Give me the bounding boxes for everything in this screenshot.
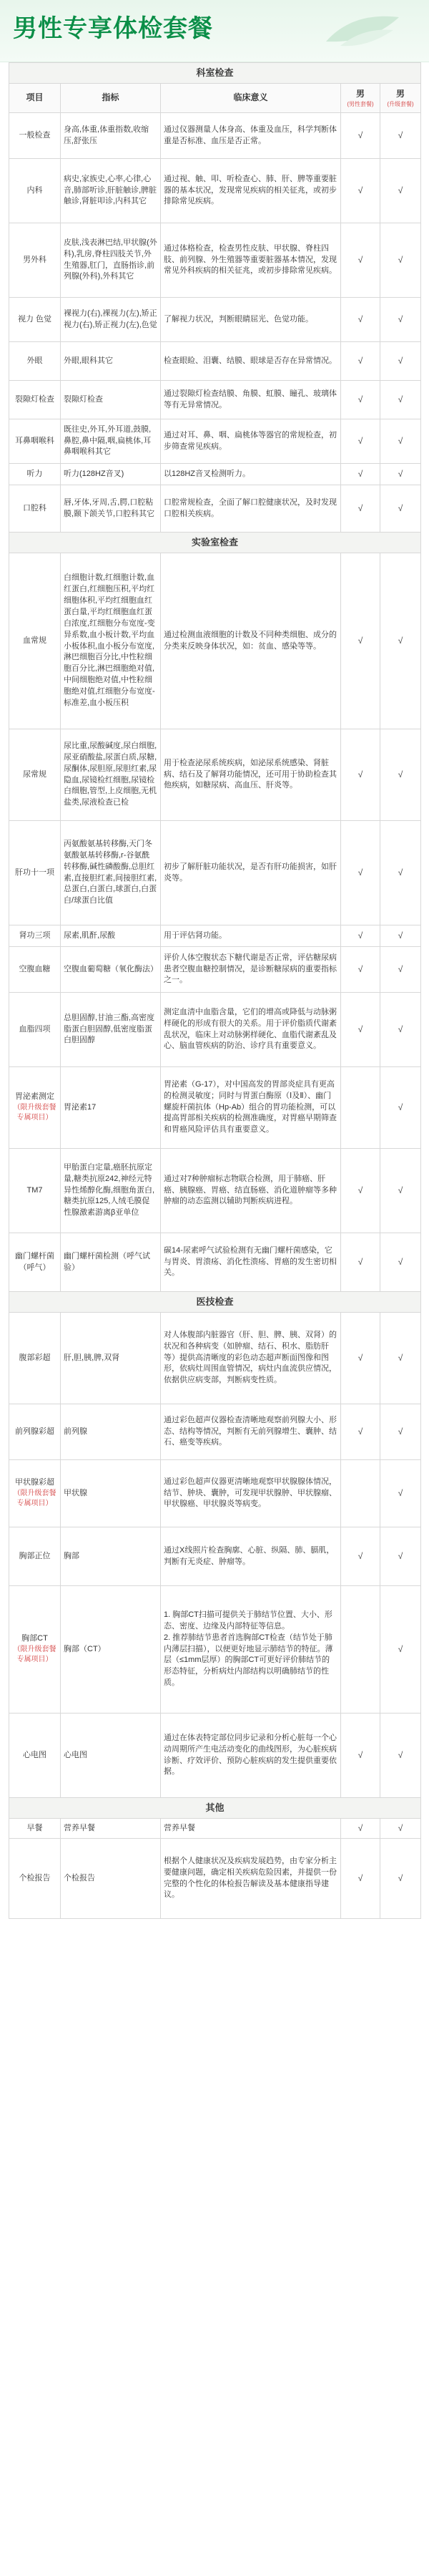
meaning-cell: 对人体腹部内脏器官（肝、胆、脾、胰、双肾）的状况和各种病变（如肿瘤、结石、积水、脂肪肝等）提供高清晰度的彩色动态超声断面图像和图形，依病灶周围血管情况，病灶内血流供应情况，依据供应病变部，判断病变性质。: [161, 1313, 341, 1404]
table-row: [9, 1067, 421, 1149]
item-cell: [9, 729, 61, 821]
meaning-cell: 评价人体空腹状态下糖代谢是否正常，评估糖尿病患者空腹血糖控制情况，是诊断糖尿病的重要指标之一。: [161, 947, 341, 993]
item-cell: [9, 1527, 61, 1586]
table-row: [9, 821, 421, 925]
package-b-check: √: [380, 1819, 421, 1839]
package-b-check: √: [380, 1313, 421, 1404]
table-row: [9, 113, 421, 159]
meaning-cell: 通过仪器测量人体身高、体重及血压，科学判断体重是否标准、血压是否正常。: [161, 113, 341, 159]
package-b-check: √: [380, 1404, 421, 1460]
package-b-check: √: [380, 1714, 421, 1798]
page-header: [0, 0, 429, 62]
meaning-cell: 通过视、触、叩、听检查心、肺、肝、脾等重要脏器的基本状况，发现常见疾病的相关征兆，或初步排除常见疾病。: [161, 159, 341, 223]
package-b-check: √: [380, 925, 421, 947]
meaning-cell: 根据个人健康状况及疾病发展趋势，由专家分析主要健康问题，确定相关疾病危险因素，并提供一份完整的个性化的体检报告解读及基本健康指导建议。: [161, 1839, 341, 1919]
item-name: 一般检查: [19, 130, 51, 140]
package-a-check: √: [341, 342, 380, 381]
indicator-cell: 白细胞计数,红细胞计数,血红蛋白,红细胞压积,平均红细胞体积,平均红细胞血红蛋白量,平均红细胞血红蛋白浓度,红细胞分布宽度-变异系数,血小板计数,平均血小板体积,血小板分布宽度,淋巴细胞百分比,中性粒细胞百分比,淋巴细胞绝对值,中间细胞绝对值,中性粒细胞绝对值,红细胞分布宽度-标准差,血小板压积: [61, 553, 161, 729]
section-title-row: [9, 63, 421, 84]
indicator-cell: 胃泌素17: [61, 1067, 161, 1149]
meaning-cell: 通过检测血液细胞的计数及不同种类细胞、成分的分类来反映身体状况，如：贫血、感染等等。: [161, 553, 341, 729]
package-b-check: √: [380, 1233, 421, 1292]
meaning-cell: 通过彩色超声仪器检查清晰地观察前列腺大小、形态、结构等情况，判断有无前列腺增生、囊肿、结石、癌变等疾病。: [161, 1404, 341, 1460]
item-name: 内科: [26, 185, 43, 195]
package-a-check: √: [341, 1714, 380, 1798]
table-row: [9, 419, 421, 464]
indicator-cell: 身高,体重,体重指数,收缩压,舒张压: [61, 113, 161, 159]
package-a-check: [341, 1067, 380, 1149]
package-b-check: √: [380, 1839, 421, 1919]
meaning-cell: 通过体格检查，检查男性皮肤、甲状腺、脊柱四肢、前列腺、外生殖器等重要脏器基本情况，发现常见外科疾病的相关征兆，或初步排除常见疾病。: [161, 223, 341, 298]
meaning-cell: 碳14-尿素呼气试验检测有无幽门螺杆菌感染，它与胃炎、胃溃疡、消化性溃疡、胃癌的发生密切相关。: [161, 1233, 341, 1292]
item-cell: [9, 342, 61, 381]
package-a-check: √: [341, 1839, 380, 1919]
package-b-check: √: [380, 113, 421, 159]
package-a-check: √: [341, 993, 380, 1067]
item-cell: [9, 1839, 61, 1919]
item-cell: [9, 159, 61, 223]
package-b-check: √: [380, 485, 421, 533]
column-header-meaning: 临床意义: [161, 84, 341, 113]
package-a-check: √: [341, 947, 380, 993]
item-name: 视力 色觉: [17, 314, 52, 324]
item-cell: [9, 485, 61, 533]
table-row: [9, 342, 421, 381]
item-name: 裂隙灯检查: [15, 394, 54, 404]
package-b-check: √: [380, 419, 421, 464]
item-name: 胃泌素测定: [15, 1092, 54, 1102]
page-title: 男性专享体检套餐: [13, 15, 213, 42]
item-cell: [9, 1233, 61, 1292]
item-name: 胸部CT: [21, 1634, 48, 1643]
item-cell: [9, 298, 61, 342]
package-b-check: √: [380, 1586, 421, 1714]
section-title-row: [9, 1798, 421, 1819]
item-cell: [9, 223, 61, 298]
package-a-check: √: [341, 1404, 380, 1460]
item-note: （限升级套餐专属项目）: [13, 1103, 56, 1122]
table-row: [9, 729, 421, 821]
item-name: 甲状腺彩超: [15, 1478, 54, 1487]
meaning-cell: 测定血清中血脂含量，它们的增高或降低与动脉粥样硬化的形成有很大的关系。用于评价脂质代谢紊乱状况，临床上对动脉粥样硬化、血脂代谢紊乱及心、脑血管疾病的防治、诊疗具有重要意义。: [161, 993, 341, 1067]
indicator-cell: 听力(128HZ音叉): [61, 464, 161, 485]
column-header-package-b: [380, 84, 421, 113]
item-cell: [9, 1819, 61, 1839]
table-row: [9, 159, 421, 223]
indicator-cell: 裂隙灯检查: [61, 381, 161, 419]
package-b-subtitle: (升级套餐): [387, 100, 414, 107]
item-name: 前列腺彩超: [15, 1426, 54, 1436]
package-a-check: √: [341, 419, 380, 464]
item-name: 口腔科: [23, 503, 46, 512]
package-b-check: √: [380, 821, 421, 925]
table-row: [9, 1149, 421, 1233]
package-b-check: √: [380, 464, 421, 485]
item-cell: [9, 821, 61, 925]
package-b-check: √: [380, 1149, 421, 1233]
table-row: [9, 1819, 421, 1839]
package-a-check: √: [341, 485, 380, 533]
leaf-decoration-icon: [319, 10, 405, 50]
package-a-name: 男: [355, 88, 365, 99]
table-row: [9, 1460, 421, 1527]
meaning-cell: 1. 胸部CT扫描可提供关于肺结节位置、大小、形态、密度、边缘及内部特征等信息。 2. 推荐肺结节患者首选胸部CT检查（结节处于肺内薄层扫描），以便更好地显示肺结节的特征。薄层（≤1mm层厚）的胸部CT可更好评价肺结节的形态特征，分析病灶内部结构以明确肺结节的性质。: [161, 1586, 341, 1714]
item-cell: [9, 419, 61, 464]
package-a-check: √: [341, 223, 380, 298]
item-cell: [9, 553, 61, 729]
package-a-check: √: [341, 159, 380, 223]
package-b-check: √: [380, 381, 421, 419]
meaning-cell: 通过对耳、鼻、咽、扁桃体等器官的常规检查，初步筛查常见疾病。: [161, 419, 341, 464]
item-name: 肾功三项: [19, 930, 51, 940]
indicator-cell: 皮肤,浅表淋巴结,甲状腺(外科),乳房,脊柱四肢关节,外生殖器,肛门，直肠指诊,前列腺(外科),外科其它: [61, 223, 161, 298]
indicator-cell: 裸视力(右),裸视力(左),矫正视力(右),矫正视力(左),色觉: [61, 298, 161, 342]
item-note: （呼气）: [19, 1263, 51, 1272]
table-row: [9, 925, 421, 947]
indicator-cell: 幽门螺杆菌检测（呼气试验）: [61, 1233, 161, 1292]
package-a-check: √: [341, 1313, 380, 1404]
package-a-check: √: [341, 1233, 380, 1292]
table-row: [9, 381, 421, 419]
item-cell: [9, 993, 61, 1067]
column-header-item: 项目: [9, 84, 61, 113]
package-b-check: √: [380, 159, 421, 223]
item-name: 耳鼻咽喉科: [15, 436, 54, 445]
table-row: [9, 1404, 421, 1460]
item-cell: [9, 1714, 61, 1798]
indicator-cell: 心电图: [61, 1714, 161, 1798]
item-cell: [9, 1460, 61, 1527]
package-b-name: 男: [395, 88, 405, 99]
package-a-check: √: [341, 1149, 380, 1233]
indicator-cell: 营养早餐: [61, 1819, 161, 1839]
item-name: 听力: [26, 469, 43, 478]
package-a-check: √: [341, 729, 380, 821]
indicator-cell: 尿比重,尿酸碱度,尿白细胞,尿亚硝酸盐,尿蛋白质,尿糖,尿酮体,尿胆原,尿胆红素,尿隐血,尿镜检红细胞,尿镜检白细胞,管型,上皮细胞,无机盐类,尿液检查已检: [61, 729, 161, 821]
indicator-cell: 甲胎蛋白定量,癌胚抗原定量,糖类抗原242,神经元特异性烯醇化酶,细胞角蛋白,糖类抗原125,人绒毛膜促性腺激素游离β亚单位: [61, 1149, 161, 1233]
item-name: TM7: [26, 1185, 43, 1195]
meaning-cell: 初步了解肝脏功能状况，是否有肝功能损害，如肝炎等。: [161, 821, 341, 925]
package-a-check: √: [341, 298, 380, 342]
table-row: [9, 223, 421, 298]
package-b-check: √: [380, 298, 421, 342]
item-name: 早餐: [26, 1823, 43, 1832]
table-row: [9, 1233, 421, 1292]
package-a-check: √: [341, 925, 380, 947]
item-name: 腹部彩超: [19, 1353, 51, 1362]
item-cell: [9, 1313, 61, 1404]
item-cell: [9, 381, 61, 419]
package-a-subtitle: (男性套餐): [347, 100, 374, 107]
table-row: [9, 298, 421, 342]
table-row: [9, 1714, 421, 1798]
table-row: [9, 1586, 421, 1714]
meaning-cell: 通过裂隙灯检查结膜、角膜、虹膜、瞳孔、玻璃体等有无异常情况。: [161, 381, 341, 419]
package-a-check: √: [341, 113, 380, 159]
indicator-cell: 空腹血葡萄糖（氧化酶法）: [61, 947, 161, 993]
package-a-check: √: [341, 1819, 380, 1839]
item-name: 血常规: [23, 636, 46, 645]
item-cell: [9, 1404, 61, 1460]
table-row: [9, 485, 421, 533]
item-note: （限升级套餐专属项目）: [13, 1645, 56, 1664]
package-b-check: √: [380, 342, 421, 381]
meaning-cell: 用于评估肾功能。: [161, 925, 341, 947]
meaning-cell: 营养早餐: [161, 1819, 341, 1839]
meaning-cell: 检查眼睑、泪囊、结膜、眼球是否存在异常情况。: [161, 342, 341, 381]
indicator-cell: 肝,胆,胰,脾,双肾: [61, 1313, 161, 1404]
item-name: 幽门螺杆菌: [15, 1251, 54, 1260]
table-row: [9, 947, 421, 993]
column-header-package-a: [341, 84, 380, 113]
column-header-row: [9, 84, 421, 113]
item-name: 男外科: [23, 255, 46, 264]
item-name: 胸部正位: [19, 1551, 51, 1560]
indicator-cell: 总胆固醇,甘油三酯,高密度脂蛋白胆固醇,低密度脂蛋白胆固醇: [61, 993, 161, 1067]
item-cell: [9, 113, 61, 159]
item-name: 个检报告: [19, 1873, 51, 1882]
item-name: 心电图: [23, 1750, 46, 1759]
indicator-cell: 个检报告: [61, 1839, 161, 1919]
package-b-check: √: [380, 1460, 421, 1527]
table-row: [9, 1527, 421, 1586]
indicator-cell: 既往史,外耳,外耳道,鼓膜,鼻腔,鼻中隔,咽,扁桃体,耳鼻咽喉科其它: [61, 419, 161, 464]
table-row: [9, 1839, 421, 1919]
meaning-cell: 用于检查泌尿系统疾病，如泌尿系统感染、肾脏病、结石及了解肾功能情况，还可用于协助检查其他疾病，如糖尿病、高血压、肝炎等。: [161, 729, 341, 821]
item-name: 外眼: [26, 356, 43, 365]
item-name: 血脂四项: [19, 1024, 51, 1034]
package-b-check: √: [380, 223, 421, 298]
item-cell: [9, 925, 61, 947]
item-name: 肝功十一项: [15, 867, 54, 877]
item-cell: [9, 947, 61, 993]
package-b-check: √: [380, 553, 421, 729]
indicator-cell: 胸部（CT）: [61, 1586, 161, 1714]
package-a-check: √: [341, 464, 380, 485]
meaning-cell: 了解视力状况，判断眼睛屈光、色觉功能。: [161, 298, 341, 342]
column-header-indicator: 指标: [61, 84, 161, 113]
meaning-cell: 口腔常规检查，全面了解口腔健康状况，及时发现口腔相关疾病。: [161, 485, 341, 533]
package-b-check: √: [380, 1527, 421, 1586]
table-row: [9, 993, 421, 1067]
indicator-cell: 唇,牙体,牙周,舌,腭,口腔粘膜,颞下颌关节,口腔科其它: [61, 485, 161, 533]
package-a-check: √: [341, 553, 380, 729]
section-title-row: [9, 533, 421, 553]
indicator-cell: 丙氨酸氨基转移酶,天门冬氨酸氨基转移酶,r-谷氨酰转移酶,碱性磷酸酶,总胆红素,直接胆红素,间接胆红素,总蛋白,白蛋白,球蛋白,白蛋白/球蛋白比值: [61, 821, 161, 925]
item-cell: [9, 464, 61, 485]
indicator-cell: 尿素,肌酐,尿酸: [61, 925, 161, 947]
section-title: 医技检查: [9, 1292, 421, 1313]
table-row: [9, 553, 421, 729]
package-b-check: √: [380, 947, 421, 993]
package-table: [9, 62, 421, 1919]
package-a-check: √: [341, 381, 380, 419]
item-note: （限升级套餐专属项目）: [13, 1489, 56, 1508]
section-title: 实验室检查: [9, 533, 421, 553]
package-a-check: [341, 1586, 380, 1714]
indicator-cell: 甲状腺: [61, 1460, 161, 1527]
indicator-cell: 病史,家族史,心率,心律,心音,肺部听诊,肝脏触诊,脾脏触诊,肾脏叩诊,内科其它: [61, 159, 161, 223]
package-a-check: [341, 1460, 380, 1527]
meaning-cell: 通过彩色超声仪器更清晰地观察甲状腺腺体情况，结节、肿块、囊肿，可发现甲状腺肿、甲状腺瘤、甲状腺癌、甲状腺炎等病变。: [161, 1460, 341, 1527]
item-cell: [9, 1149, 61, 1233]
item-name: 空腹血糖: [19, 964, 51, 973]
item-cell: [9, 1067, 61, 1149]
section-title-row: [9, 1292, 421, 1313]
meaning-cell: 以128HZ音叉检测听力。: [161, 464, 341, 485]
meaning-cell: 通过在体表特定部位同步记录和分析心脏每一个心动周期所产生电活动变化的曲线图形，为心脏疾病诊断、疗效评价、预防心脏疾病的发生提供重要依据。: [161, 1714, 341, 1798]
indicator-cell: 外眼,眼科其它: [61, 342, 161, 381]
table-row: [9, 1313, 421, 1404]
package-table-wrap: [9, 62, 420, 1919]
package-a-check: √: [341, 1527, 380, 1586]
package-b-check: √: [380, 729, 421, 821]
table-row: [9, 464, 421, 485]
indicator-cell: 前列腺: [61, 1404, 161, 1460]
section-title: 其他: [9, 1798, 421, 1819]
package-b-check: √: [380, 1067, 421, 1149]
meaning-cell: 胃泌素（G-17），对中国高发的胃部炎症具有更高的检测灵敏度；同时与胃蛋白酶原（Ⅰ及Ⅱ）、幽门螺旋杆菌抗体（Hp-Ab）组合的胃功能检测，可以提高胃部相关疾病的检测准确度，对胃癌早期筛查和胃癌风险评估具有重要意义。: [161, 1067, 341, 1149]
item-cell: [9, 1586, 61, 1714]
package-b-check: √: [380, 993, 421, 1067]
item-name: 尿常规: [23, 769, 46, 779]
indicator-cell: 胸部: [61, 1527, 161, 1586]
meaning-cell: 通过X线照片检查胸廓、心脏、纵隔、肺、膈肌，判断有无炎症、肿瘤等。: [161, 1527, 341, 1586]
section-title: 科室检查: [9, 63, 421, 84]
package-a-check: √: [341, 821, 380, 925]
meaning-cell: 通过对7种肿瘤标志物联合检测，用于肺癌、肝癌、胰腺癌、胃癌、结直肠癌、消化道肿瘤等多种肿瘤的动态监测以辅助判断疾病进程。: [161, 1149, 341, 1233]
